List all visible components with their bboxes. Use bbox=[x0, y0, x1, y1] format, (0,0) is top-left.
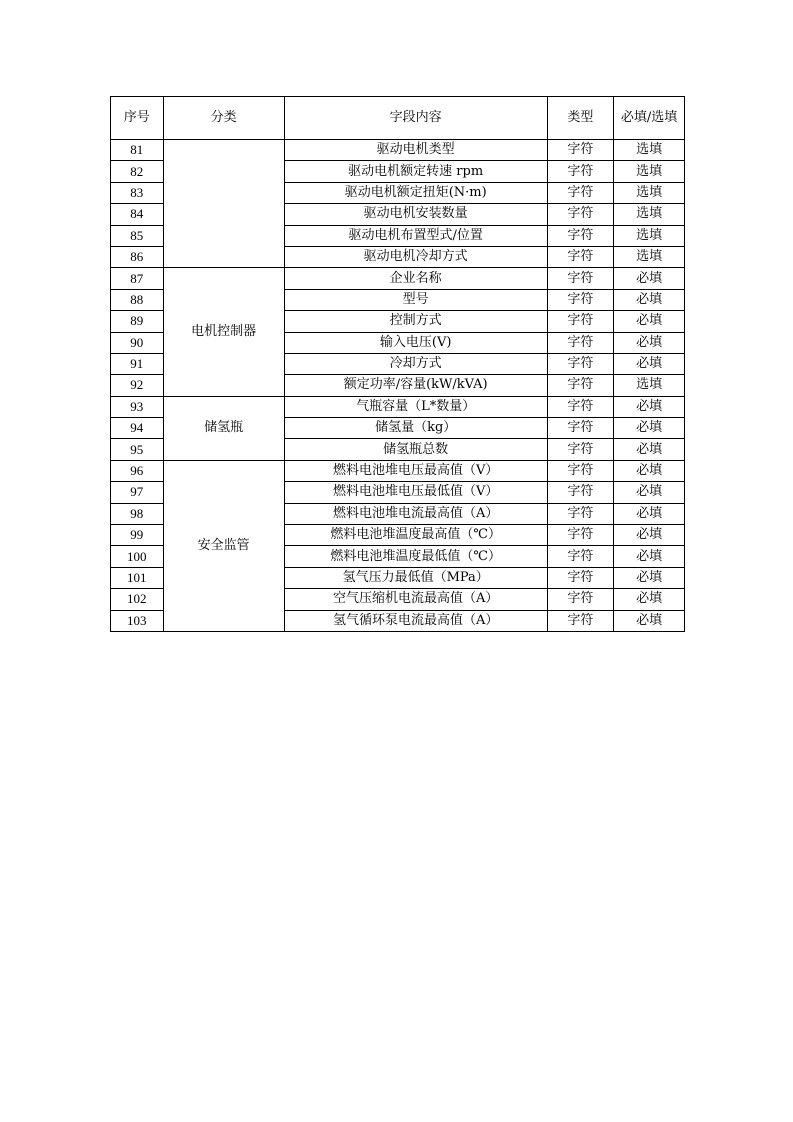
row-field: 型号 bbox=[284, 289, 547, 310]
row-type: 字符 bbox=[547, 332, 614, 353]
row-no: 96 bbox=[111, 460, 164, 481]
row-required: 必填 bbox=[614, 418, 685, 439]
row-field: 企业名称 bbox=[284, 268, 547, 289]
row-field: 控制方式 bbox=[284, 311, 547, 332]
row-no: 103 bbox=[111, 610, 164, 631]
row-category bbox=[163, 140, 284, 268]
row-type: 字符 bbox=[547, 546, 614, 567]
row-no: 98 bbox=[111, 503, 164, 524]
row-type: 字符 bbox=[547, 610, 614, 631]
row-no: 81 bbox=[111, 140, 164, 161]
header-field: 字段内容 bbox=[284, 97, 547, 140]
row-type: 字符 bbox=[547, 182, 614, 203]
row-field: 驱动电机布置型式/位置 bbox=[284, 225, 547, 246]
row-field: 空气压缩机电流最高值（A） bbox=[284, 589, 547, 610]
row-type: 字符 bbox=[547, 311, 614, 332]
row-field: 冷却方式 bbox=[284, 353, 547, 374]
row-no: 102 bbox=[111, 589, 164, 610]
row-type: 字符 bbox=[547, 439, 614, 460]
row-required: 选填 bbox=[614, 225, 685, 246]
table-row bbox=[111, 396, 685, 417]
row-field: 驱动电机额定扭矩(N·m) bbox=[284, 182, 547, 203]
row-no: 91 bbox=[111, 353, 164, 374]
row-no: 97 bbox=[111, 482, 164, 503]
row-field: 燃料电池堆温度最低值（℃） bbox=[284, 546, 547, 567]
table-row bbox=[111, 140, 685, 161]
row-required: 必填 bbox=[614, 396, 685, 417]
row-no: 87 bbox=[111, 268, 164, 289]
row-field: 氢气压力最低值（MPa） bbox=[284, 567, 547, 588]
row-no: 101 bbox=[111, 567, 164, 588]
row-no: 92 bbox=[111, 375, 164, 396]
row-type: 字符 bbox=[547, 460, 614, 481]
row-no: 85 bbox=[111, 225, 164, 246]
row-field: 输入电压(V) bbox=[284, 332, 547, 353]
row-required: 必填 bbox=[614, 289, 685, 310]
row-no: 89 bbox=[111, 311, 164, 332]
row-type: 字符 bbox=[547, 204, 614, 225]
row-required: 必填 bbox=[614, 268, 685, 289]
row-no: 90 bbox=[111, 332, 164, 353]
row-no: 93 bbox=[111, 396, 164, 417]
row-required: 选填 bbox=[614, 204, 685, 225]
header-no: 序号 bbox=[111, 97, 164, 140]
row-required: 必填 bbox=[614, 482, 685, 503]
row-field: 氢气循环泵电流最高值（A） bbox=[284, 610, 547, 631]
header-type: 类型 bbox=[547, 97, 614, 140]
table-header-row bbox=[111, 97, 685, 140]
row-field: 燃料电池堆电压最高值（V） bbox=[284, 460, 547, 481]
row-type: 字符 bbox=[547, 140, 614, 161]
row-required: 必填 bbox=[614, 610, 685, 631]
row-field: 额定功率/容量(kW/kVA) bbox=[284, 375, 547, 396]
row-field: 气瓶容量（L*数量） bbox=[284, 396, 547, 417]
field-spec-table bbox=[110, 96, 685, 632]
row-type: 字符 bbox=[547, 525, 614, 546]
row-no: 84 bbox=[111, 204, 164, 225]
row-field: 驱动电机类型 bbox=[284, 140, 547, 161]
row-field: 储氢量（kg） bbox=[284, 418, 547, 439]
row-required: 必填 bbox=[614, 525, 685, 546]
row-required: 必填 bbox=[614, 503, 685, 524]
row-type: 字符 bbox=[547, 268, 614, 289]
row-no: 99 bbox=[111, 525, 164, 546]
row-required: 必填 bbox=[614, 332, 685, 353]
row-required: 选填 bbox=[614, 246, 685, 267]
header-required: 必填/选填 bbox=[614, 97, 685, 140]
row-required: 必填 bbox=[614, 460, 685, 481]
row-no: 100 bbox=[111, 546, 164, 567]
row-required: 必填 bbox=[614, 567, 685, 588]
row-type: 字符 bbox=[547, 482, 614, 503]
row-no: 95 bbox=[111, 439, 164, 460]
row-type: 字符 bbox=[547, 375, 614, 396]
row-type: 字符 bbox=[547, 353, 614, 374]
row-required: 必填 bbox=[614, 353, 685, 374]
row-required: 必填 bbox=[614, 439, 685, 460]
row-category: 电机控制器 bbox=[163, 268, 284, 396]
row-required: 必填 bbox=[614, 311, 685, 332]
row-type: 字符 bbox=[547, 161, 614, 182]
row-required: 选填 bbox=[614, 161, 685, 182]
row-required: 选填 bbox=[614, 140, 685, 161]
row-required: 必填 bbox=[614, 546, 685, 567]
row-field: 储氢瓶总数 bbox=[284, 439, 547, 460]
row-type: 字符 bbox=[547, 418, 614, 439]
row-category: 安全监管 bbox=[163, 460, 284, 631]
row-type: 字符 bbox=[547, 396, 614, 417]
row-field: 燃料电池堆温度最高值（℃） bbox=[284, 525, 547, 546]
row-no: 82 bbox=[111, 161, 164, 182]
row-field: 驱动电机冷却方式 bbox=[284, 246, 547, 267]
row-field: 驱动电机额定转速 rpm bbox=[284, 161, 547, 182]
row-type: 字符 bbox=[547, 246, 614, 267]
row-no: 83 bbox=[111, 182, 164, 203]
row-type: 字符 bbox=[547, 567, 614, 588]
row-type: 字符 bbox=[547, 289, 614, 310]
table-row bbox=[111, 460, 685, 481]
row-required: 必填 bbox=[614, 589, 685, 610]
row-field: 燃料电池堆电压最低值（V） bbox=[284, 482, 547, 503]
row-type: 字符 bbox=[547, 225, 614, 246]
row-field: 驱动电机安装数量 bbox=[284, 204, 547, 225]
row-no: 94 bbox=[111, 418, 164, 439]
row-no: 88 bbox=[111, 289, 164, 310]
row-required: 选填 bbox=[614, 182, 685, 203]
table-row bbox=[111, 268, 685, 289]
row-field: 燃料电池堆电流最高值（A） bbox=[284, 503, 547, 524]
row-no: 86 bbox=[111, 246, 164, 267]
row-required: 选填 bbox=[614, 375, 685, 396]
row-type: 字符 bbox=[547, 503, 614, 524]
row-category: 储氢瓶 bbox=[163, 396, 284, 460]
header-category: 分类 bbox=[163, 97, 284, 140]
row-type: 字符 bbox=[547, 589, 614, 610]
